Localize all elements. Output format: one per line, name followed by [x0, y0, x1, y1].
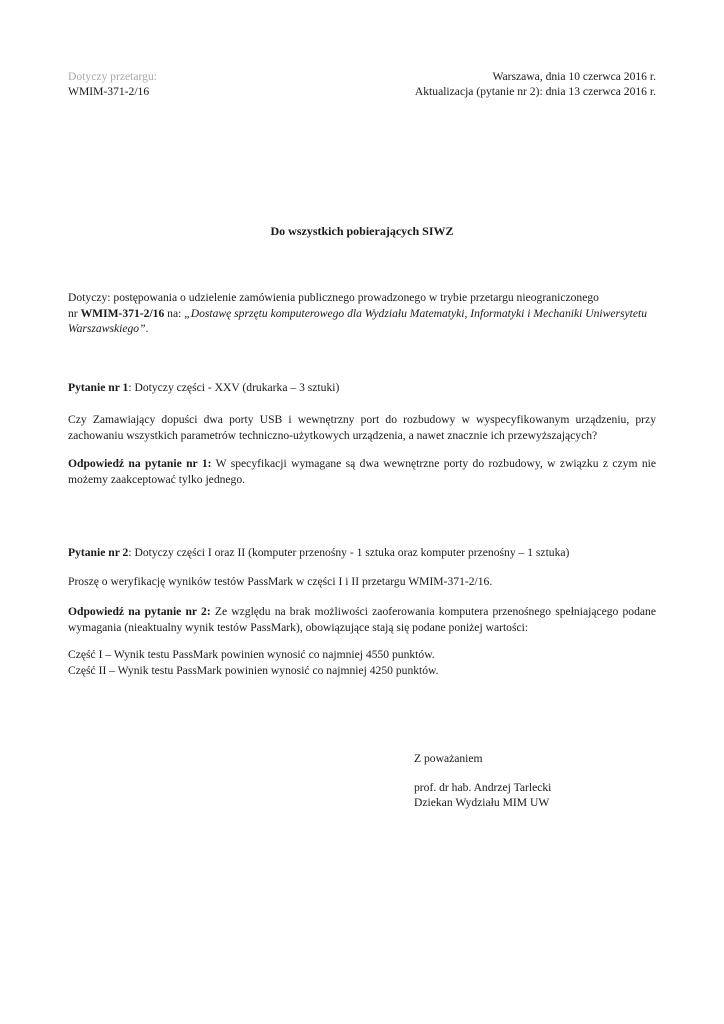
subject-line-1: Dotyczy: postępowania o udzielenie zamówienia publicznego prowadzonego w trybie przetargu nieograniczonego — [68, 291, 599, 304]
question-2-heading — [68, 545, 656, 561]
question-2-label: Pytanie nr 2 — [68, 546, 129, 559]
date-line: Warszawa, dnia 10 czerwca 2016 r. — [492, 70, 656, 83]
signature-name: prof. dr hab. Andrzej Tarlecki — [414, 781, 552, 794]
signature-closing: Z poważaniem — [414, 752, 483, 765]
question-1-body: Czy Zamawiający dopuści dwa porty USB i wewnętrzny port do rozbudowy w wyspecyfikowanym urządzeniu, przy zachowaniu wszystkich parametrów techniczno-użytkowych urządzenia, a nawet znacznie ich przewyższających? — [68, 413, 656, 442]
answer-2-text: Ze względu na brak możliwości zaoferowania komputera przenośnego spełniającego podane wymagania (nieaktualny wynik testów PassMark), obowiązujące stają się podane poniżej wartości: — [68, 605, 656, 634]
answer-1-label: Odpowiedź na pytanie nr 1: — [68, 457, 212, 470]
value-part-2: Część II – Wynik testu PassMark powinien wynosić co najmniej 4250 punktów. — [68, 663, 439, 677]
value-part-1: Część I – Wynik testu PassMark powinien wynosić co najmniej 4550 punktów. — [68, 648, 435, 661]
question-1-text: : Dotyczy części - XXV (drukarka – 3 sztuki) — [128, 381, 340, 394]
question-2-body: Proszę o weryfikację wyników testów PassMark w części I i II przetargu WMIM-371-2/16. — [68, 575, 493, 588]
subject-mid: na: — [164, 306, 185, 320]
question-1-heading — [68, 380, 656, 396]
document-heading: Do wszystkich pobierających SIWZ — [270, 224, 454, 238]
answer-2-paragraph — [68, 604, 656, 635]
question-1-label: Pytanie nr 1 — [68, 381, 129, 394]
signature-position: Dziekan Wydziału MIM UW — [414, 796, 550, 809]
subject-prefix: nr — [68, 306, 81, 320]
answer-2-values — [68, 647, 656, 678]
subject-paragraph — [68, 290, 656, 337]
answer-2-label: Odpowiedź na pytanie nr 2: — [68, 605, 211, 618]
update-line: Aktualizacja (pytanie nr 2): dnia 13 czerwca 2016 r. — [414, 85, 656, 98]
subject-end: . — [145, 322, 149, 335]
reference-number: WMIM-371-2/16 — [68, 85, 150, 98]
answer-1-text: W specyfikacji wymagane są dwa wewnętrzne porty do rozbudowy, w związku z czym nie możemy zaakceptować tylko jednego. — [68, 457, 656, 486]
reference-label: Dotyczy przetargu: — [68, 70, 157, 83]
question-2-text: : Dotyczy części I oraz II (komputer przenośny - 1 sztuka oraz komputer przenośny – 1 sztuka) — [128, 546, 570, 559]
answer-1-paragraph — [68, 456, 656, 487]
subject-case-number: WMIM-371-2/16 — [80, 306, 165, 320]
subject-title: „Dostawę sprzętu komputerowego dla Wydziału Matematyki, Informatyki i Mechaniki Uniwersytetu Warszawskiego” — [68, 306, 648, 335]
